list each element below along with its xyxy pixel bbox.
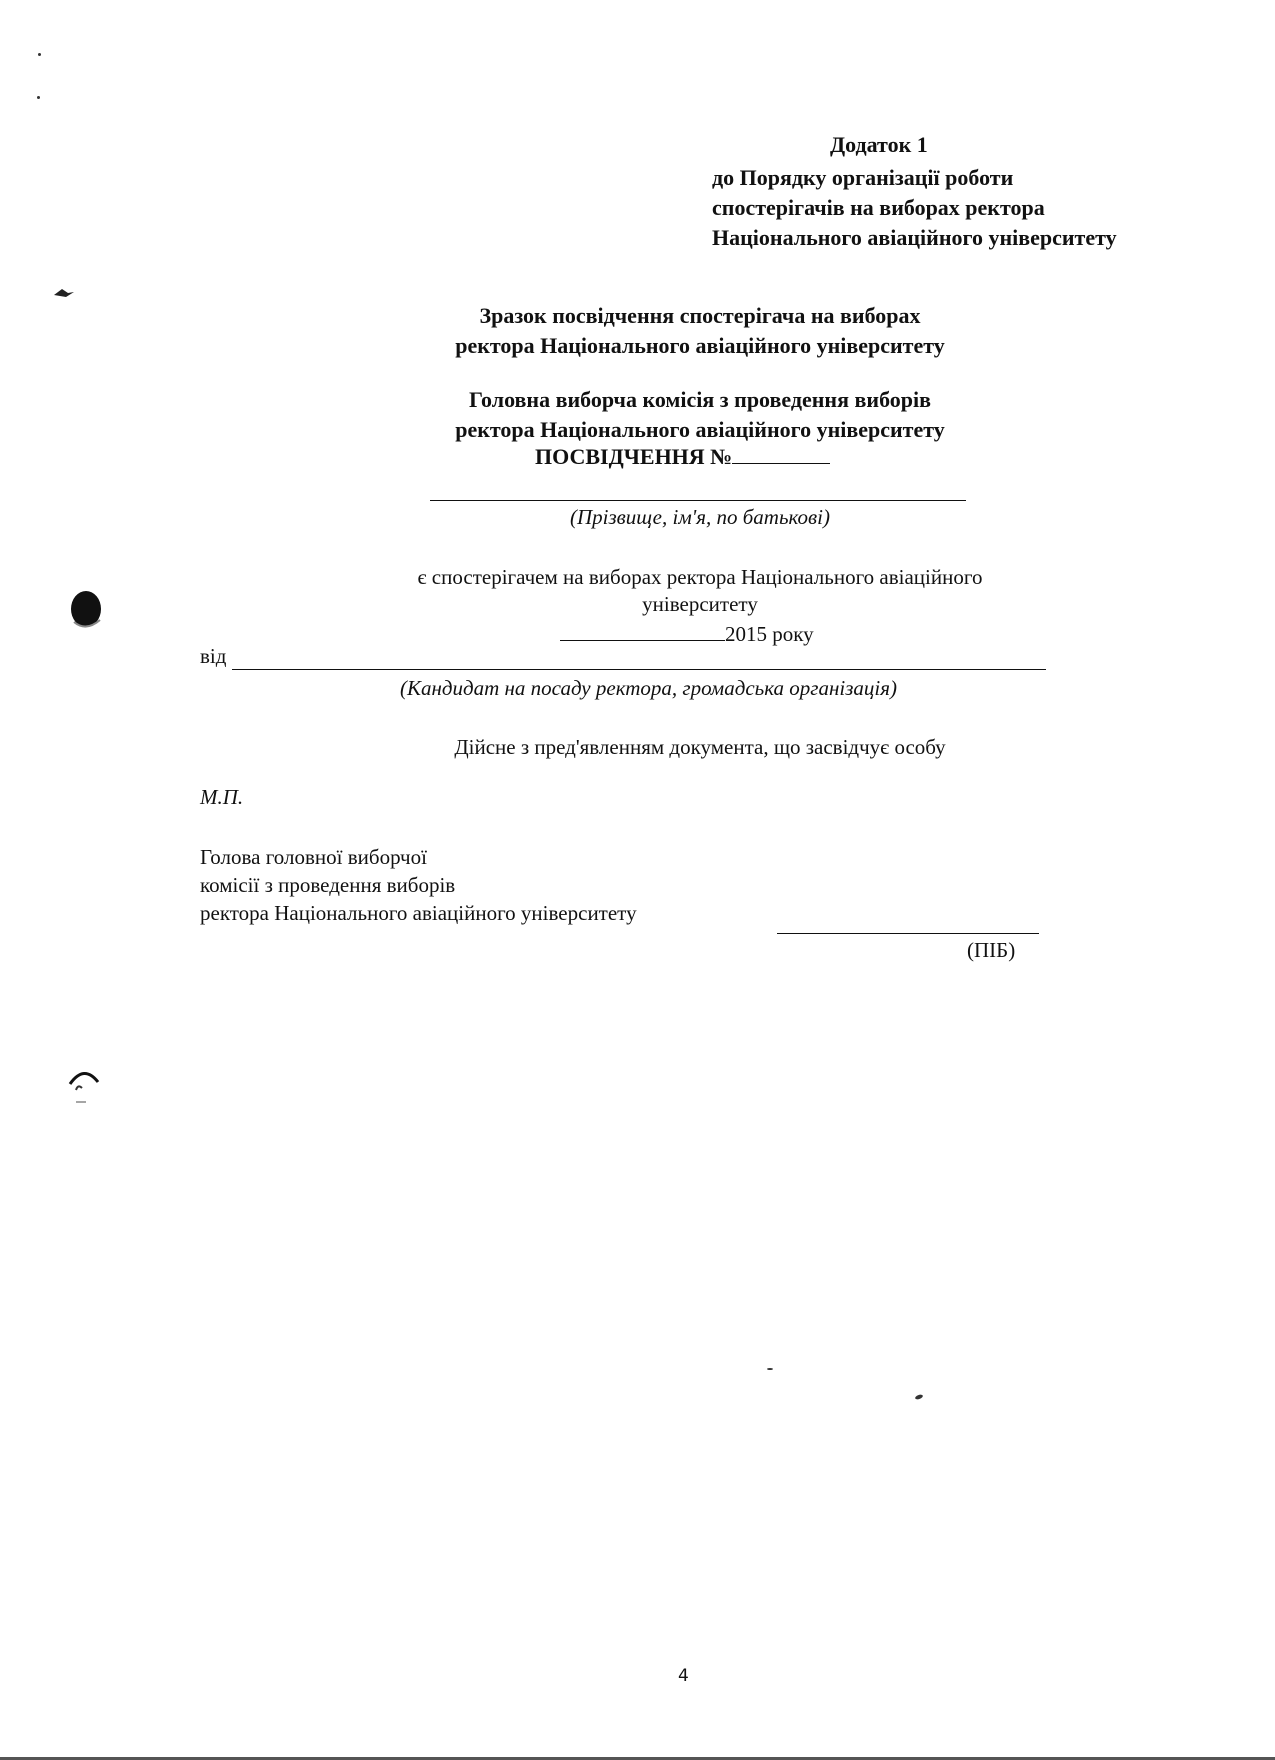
commission-name: Головна виборча комісія з проведення виборів [468,387,932,412]
certificate-label: ПОСВІДЧЕННЯ № [535,444,733,469]
date-line [560,620,814,647]
signature-title: комісії з проведення виборів [200,873,456,897]
appendix-line: Національного авіаційного університету [712,225,1117,250]
stamp-label: М.П. [200,785,244,809]
signature-title: Голова головної виборчої [200,845,427,869]
validity-text: Дійсне з пред'явленням документа, що засвідчує особу [454,735,946,759]
scan-speck [915,1394,924,1400]
full-name-field[interactable] [430,500,966,501]
from-label: від [200,644,227,668]
sample-title: Зразок посвідчення спостерігача на виборах [479,303,921,328]
from-caption: (Кандидат на посаду ректора, громадська організація) [400,676,897,700]
signature-field[interactable] [777,933,1039,934]
scan-speck [38,53,41,56]
appendix-line: спостерігачів на виборах ректора [712,195,1045,220]
appendix-line: до Порядку організації роботи [712,165,1014,190]
certificate-number-label [535,443,830,470]
certificate-number-field[interactable] [732,443,830,464]
commission-name: ректора Національного авіаційного університету [455,417,945,442]
signature-caption: (ПІБ) [967,938,1016,962]
observer-text: університету [642,592,758,616]
scan-speck [37,96,40,99]
punch-hole [66,1062,102,1106]
sample-title: ректора Національного авіаційного університету [455,333,945,358]
page-number: 4 [678,1666,689,1686]
binder-hole-mark [52,285,76,301]
date-field[interactable] [560,620,725,641]
observer-text: є спостерігачем на виборах ректора Національного авіаційного [417,565,983,589]
year-text: 2015 року [725,622,814,646]
signature-title: ректора Національного авіаційного університету [200,901,637,925]
scan-speck [767,1368,773,1370]
full-name-caption: (Прізвище, ім'я, по батькові) [570,505,830,529]
appendix-title: Додаток 1 [830,132,928,157]
from-field[interactable] [232,669,1046,670]
